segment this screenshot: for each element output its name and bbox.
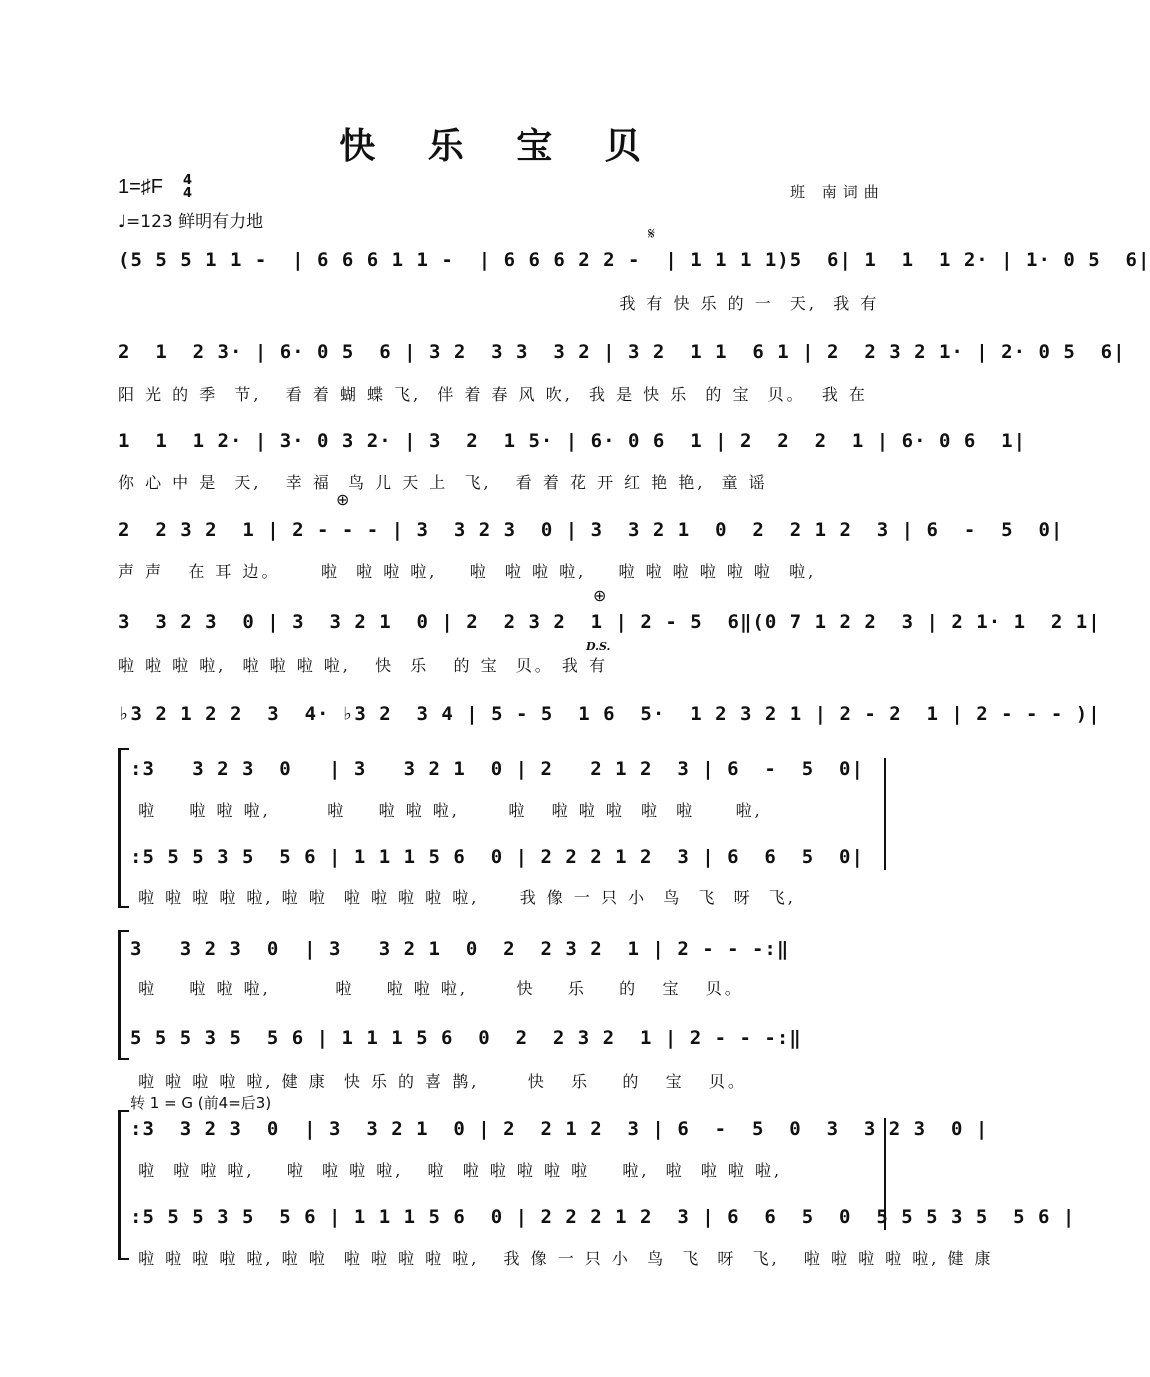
score-line-3-notes: 1 1 1 2· | 3· 0 3 2· | 3 2 1 5· | 6· 0 6 1 | 2 2 2 1 | 6· 0 6 1| (118, 430, 1027, 452)
time-signature-top: 4 (183, 173, 193, 188)
voice-2-notes-3: :5 5 5 3 5 5 6 | 1 1 1 5 6 0 | 2 2 2 1 2 3 | 6 6 5 0 5 5 5 3 5 5 6 | (130, 1206, 1076, 1228)
voice-2-notes: :5 5 5 3 5 5 6 | 1 1 1 5 6 0 | 2 2 2 1 2 3 | 6 6 5 0| (130, 846, 864, 868)
system-bracket-2 (118, 930, 129, 1060)
score-line-6-notes: ♭3 2 1 2 2 3 4· ♭3 2 3 4 | 5 - 5 1 6 5· 1 2 3 2 1 | 2 - 2 1 | 2 - - - )| (118, 703, 1101, 725)
dal-segno-mark: D.S. (586, 640, 611, 653)
voice-1-notes: :3 3 2 3 0 | 3 3 2 1 0 | 2 2 1 2 3 | 6 - 5 0| (130, 758, 864, 780)
time-signature (183, 174, 192, 200)
voice-1-lyrics-3: 啦 啦 啦 啦, 啦 啦 啦 啦, 啦 啦 啦 啦 啦 啦 啦, 啦 啦 啦 啦, (130, 1161, 783, 1180)
composer-credit: 班 南词曲 (790, 183, 885, 201)
coda-icon: ⊕ (336, 490, 350, 509)
voice-1-notes-2: 3 3 2 3 0 | 3 3 2 1 0 2 2 3 2 1 | 2 - - -:‖ (130, 938, 790, 960)
time-signature-bottom: 4 (183, 186, 193, 201)
segno-icon: 𝄋 (648, 224, 655, 243)
key-signature: 1=♯F (118, 176, 164, 198)
song-title: 快 乐 宝 贝 (339, 126, 661, 167)
voice-1-lyrics: 啦 啦 啦 啦, 啦 啦 啦 啦, 啦 啦 啦 啦 啦 啦 啦, (130, 801, 763, 820)
system-bracket (118, 748, 129, 908)
coda-icon-2: ⊕ (593, 586, 607, 605)
voice-2-lyrics-2: 啦 啦 啦 啦 啦, 健 康 快 乐 的 喜 鹊, 快 乐 的 宝 贝。 (130, 1072, 747, 1091)
score-line-2-notes: 2 1 2 3· | 6· 0 5 6 | 3 2 3 3 3 2 | 3 2 1 1 6 1 | 2 2 3 2 1· | 2· 0 5 6| (118, 341, 1126, 363)
modulation-marking: 转 1 = G (前4=后3) (130, 1094, 272, 1112)
score-line-1-notes: (5 5 5 1 1 - | 6 6 6 1 1 - | 6 6 6 2 2 - | 1 1 1 1)5 6| 1 1 1 2· | 1· 0 5 6| (118, 249, 1150, 271)
score-line-5-notes: 3 3 2 3 0 | 3 3 2 1 0 | 2 2 3 2 1 | 2 - 5 6‖(0 7 1 2 2 3 | 2 1· 1 2 1| (118, 611, 1101, 633)
voice-1-lyrics-2: 啦 啦 啦 啦, 啦 啦 啦 啦, 快 乐 的 宝 贝。 (130, 979, 744, 998)
voice-2-lyrics-3: 啦 啦 啦 啦 啦, 啦 啦 啦 啦 啦 啦 啦, 我 像 一 只 小 鸟 飞 呀 飞, 啦 啦 啦 啦 啦, 健 康 (130, 1249, 994, 1268)
score-line-4-notes: 2 2 3 2 1 | 2 - - - | 3 3 2 3 0 | 3 3 2 1 0 2 2 1 2 3 | 6 - 5 0| (118, 519, 1064, 541)
score-line-2-lyrics: 阳 光 的 季 节, 看 着 蝴 蝶 飞, 伴 着 春 风 吹, 我 是 快 乐 的 宝 贝。 我 在 (118, 385, 868, 404)
voice-2-notes-2: 5 5 5 3 5 5 6 | 1 1 1 5 6 0 2 2 3 2 1 | 2 - - -:‖ (130, 1027, 802, 1049)
voice-2-lyrics: 啦 啦 啦 啦 啦, 啦 啦 啦 啦 啦 啦 啦, 我 像 一 只 小 鸟 飞 呀 飞, (130, 888, 796, 907)
system-bracket-3 (118, 1110, 129, 1260)
voice-1-notes-3: :3 3 2 3 0 | 3 3 2 1 0 | 2 2 1 2 3 | 6 - 5 0 3 3 2 3 0 | (130, 1118, 989, 1140)
score-line-3-lyrics: 你 心 中 是 天, 幸 福 鸟 儿 天 上 飞, 看 着 花 开 红 艳 艳, 童 谣 (118, 473, 768, 492)
score-line-5-lyrics: 啦 啦 啦 啦, 啦 啦 啦 啦, 快 乐 的 宝 贝。 我 有 (118, 656, 608, 675)
tempo-marking: ♩=123 鲜明有力地 (118, 212, 264, 232)
score-line-1-lyrics: 我 有 快 乐 的 一 天, 我 有 (118, 294, 880, 313)
score-line-4-lyrics: 声 声 在 耳 边。 啦 啦 啦 啦, 啦 啦 啦 啦, 啦 啦 啦 啦 啦 啦 啦, (118, 562, 817, 581)
